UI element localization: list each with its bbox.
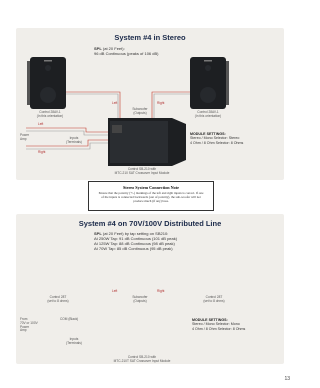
distributed-amp-caption: Control SB-210 with MTC-210T SAT Crossover Input Module bbox=[113, 355, 171, 363]
stereo-source-amp-label: Power Amp bbox=[20, 133, 30, 141]
stereo-left-speaker bbox=[27, 57, 66, 109]
stereo-subwoofer-label: Subwoofer (Outputs) bbox=[132, 107, 148, 115]
stereo-source-right-wire: Right bbox=[38, 150, 46, 154]
note-body: Ensure that the polarity (+/-) markings of the left and right inputs is correct. If one of the inputs is connected backwards (out of polarity), the sub-woofer will not produce much (if any) bass. bbox=[98, 191, 204, 204]
stereo-inputs-label: Inputs (Terminals) bbox=[66, 136, 82, 144]
stereo-wire-left-label: Left bbox=[112, 101, 118, 105]
stereo-wire-right-label: Right bbox=[157, 101, 165, 105]
stereo-spl-value: (at 20 Feet): bbox=[102, 46, 125, 51]
distributed-right-speaker-caption: Control 28T (set to 8 ohms) bbox=[203, 295, 225, 303]
distributed-wire-left-label: Left bbox=[112, 289, 118, 293]
distributed-spl-value: (at 20 Feet) by tap setting on SB210: bbox=[102, 231, 169, 236]
page-number: 13 bbox=[284, 376, 290, 382]
distributed-subwoofer-label: Subwoofer (Outputs) bbox=[132, 295, 148, 303]
distributed-com-label: COM (Black) bbox=[60, 317, 79, 321]
distributed-system-title: System #4 on 70V/100V Distributed Line bbox=[78, 219, 222, 228]
stereo-right-speaker-caption: Control 28AV-1 (In this orientation) bbox=[194, 110, 222, 118]
distributed-left-speaker-caption: Control 28T (set to 8 ohms) bbox=[47, 295, 69, 303]
stereo-subwoofer-amp bbox=[108, 118, 186, 166]
stereo-left-speaker-caption: Control 28AV-1 (In this orientation) bbox=[36, 110, 64, 118]
stereo-spl-line2: 96 dB Continuous (peaks of 106 dB) bbox=[94, 51, 159, 56]
stereo-connection-note bbox=[88, 181, 214, 211]
distributed-spl-text: SPL (at 20 Feet) by tap setting on SB210: At 250W Tap: 91 dB Continuous (101 dB peak) At 125W Tap: 88 dB Continuous (98 dB peak) At 70W Tap: 85 dB Continuous (95 dB peak) bbox=[94, 231, 178, 251]
stereo-right-speaker bbox=[190, 57, 229, 109]
stereo-system-title: System #4 in Stereo bbox=[114, 33, 186, 42]
distributed-spl-label: SPL bbox=[94, 231, 102, 236]
stereo-source-left-wire: Left bbox=[38, 122, 44, 126]
note-title: Stereo System Connection Note bbox=[122, 185, 180, 190]
distributed-wire-right-label: Right bbox=[157, 289, 165, 293]
distributed-inputs-label: Inputs (Terminals) bbox=[66, 337, 82, 345]
stereo-module-settings: MODULE SETTINGS: Stereo / Mono Selector: Stereo 4 Ohm / 8 Ohm Selector: 8 Ohms bbox=[190, 132, 244, 145]
distributed-module-settings: MODULE SETTINGS: Stereo / Mono Selector: Mono 4 Ohm / 8 Ohm Selector: 8 Ohms bbox=[192, 318, 246, 331]
distributed-source-label: From 70V or 100V Power Amp bbox=[20, 317, 38, 333]
stereo-amp-caption: Control SB-210 with MTC-210 SAT Crossover Input Module bbox=[114, 167, 170, 175]
stereo-spl-label: SPL bbox=[94, 46, 102, 51]
